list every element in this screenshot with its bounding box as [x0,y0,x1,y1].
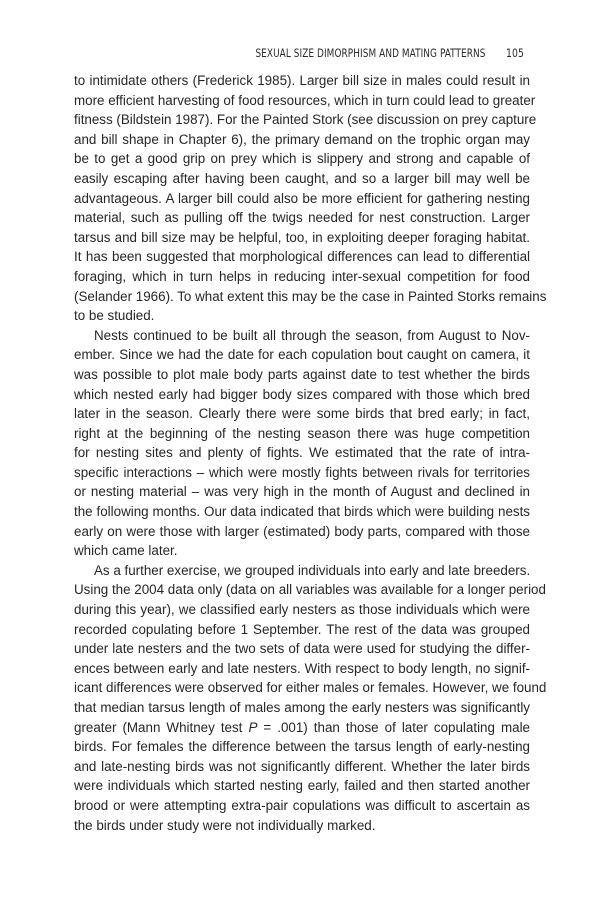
text-line: that median tarsus length of males among the early nesters was significantly [74,700,530,715]
text-line: the following months. Our data indicated that birds which were building nests [74,504,530,520]
paragraph-1 [74,71,547,326]
text-line: specific interactions – which were mostly fights between rivals for territories [74,464,530,480]
text-line: easily escaping after having been caught, and so a larger bill may well be [74,170,530,186]
text-line: recorded copulating before 1 September. The rest of the data was grouped [74,621,530,637]
text-line: fitness (Bildstein 1987). For the Painted Stork (see discussion on prey capture [74,112,537,128]
text-line: and bill shape in Chapter 6), the primary demand on the trophic organ may [74,131,530,147]
text-line: later in the season. Clearly there were some birds that bred early; in fact, [74,406,530,422]
text-line: Using the 2004 data only (data on all variables was available for a longer period [74,582,546,598]
text-line: was possible to plot male body parts against date to test whether the birds [74,366,530,382]
text-line: ences between early and late nesters. With respect to body length, no signif- [74,660,530,676]
text-line: greater (Mann Whitney test P = .001) than those of later copulating male [74,719,530,735]
text-line: to be studied. [74,308,155,324]
text-line: birds. For females the difference between the tarsus length of early-nesting [74,739,530,755]
running-title: SEXUAL SIZE DIMORPHISM AND MATING PATTERNS [255,46,486,60]
p-value-symbol: P [248,719,258,735]
text-line: It has been suggested that morphological differences can lead to differential [74,249,530,265]
text-line: foraging, which in turn helps in reducing inter-sexual competition for food [74,268,530,284]
text-line: which nested early had bigger body sizes compared with those which bred [74,386,530,402]
text-line: more efficient harvesting of food resources, which in turn could lead to greater [74,92,536,108]
text-line: (Selander 1966). To what extent this may be the case in Painted Storks remains [74,288,547,304]
running-header [60,46,524,60]
text-line: under late nesters and the two sets of data were used for studying the differ- [74,641,530,657]
text-line: the birds under study were not individually marked. [74,817,376,833]
text-line: right at the beginning of the nesting season there was huge competition [74,425,530,441]
text-line: to intimidate others (Frederick 1985). Larger bill size in males could result in [74,73,530,88]
text-line: tarsus and bill size may be helpful, too, in exploiting deeper foraging habitat. [74,229,530,245]
body-text [74,71,547,835]
text-line: which came later. [74,543,178,559]
text-line: Nests continued to be built all through the season, from August to Nov- [94,327,530,343]
text-line: be to get a good grip on prey which is slippery and strong and capable of [74,151,530,167]
page-number: 105 [505,46,524,60]
paragraph-3 [74,561,547,835]
text-line: early on were those with larger (estimated) body parts, compared with those [74,523,530,539]
text-line: and late-nesting birds was not significantly different. Whether the later birds [74,758,530,774]
paragraph-2 [74,326,530,561]
text-line: for nesting sites and plenty of fights. We estimated that the rate of intra- [74,445,530,461]
text-line: As a further exercise, we grouped individuals into early and late breeders. [94,562,531,578]
text-line: were individuals which started nesting early, failed and then started another [74,778,530,794]
text-line: advantageous. A larger bill could also be more efficient for gathering nesting [74,190,530,206]
text-line: ember. Since we had the date for each copulation bout caught on camera, it [74,347,530,363]
text-line: material, such as pulling off the twigs needed for nest construction. Larger [74,210,530,226]
text-line: or nesting material – was very high in the month of August and declined in [74,484,530,500]
text-line: icant differences were observed for either males or females. However, we found [74,680,547,696]
text-line: during this year), we classified early nesters as those individuals which were [74,602,530,618]
text-line: brood or were attempting extra-pair copulations was difficult to ascertain as [74,797,530,813]
